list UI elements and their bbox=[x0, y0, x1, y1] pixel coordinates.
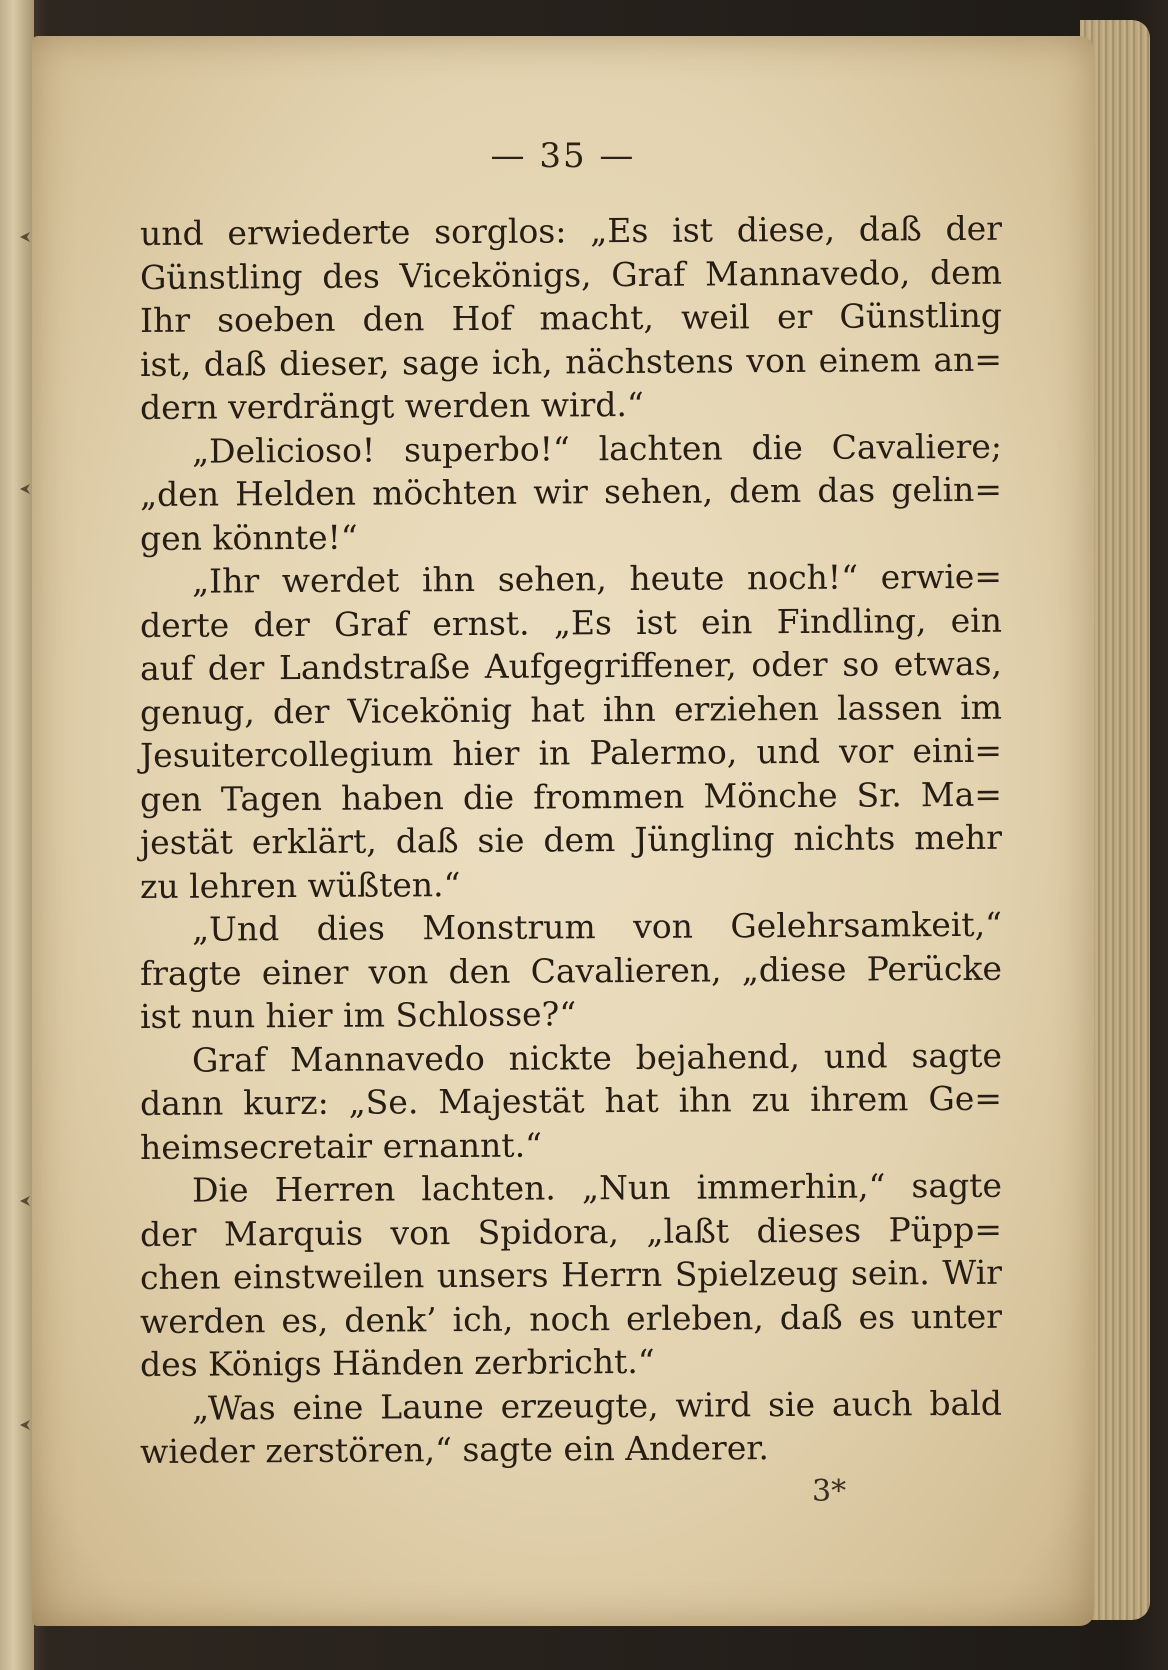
text-line: fragte einer von den Cavalieren, „diese Perücke bbox=[139, 948, 1003, 993]
text-line: „Und dies Monstrum von Gelehrsamkeit,“ bbox=[191, 904, 1003, 949]
text-line: ist nun hier im Schlosse?“ bbox=[139, 994, 577, 1036]
text-line: gen könnte!“ bbox=[139, 517, 358, 558]
text-line: ist, daß dieser, sage ich, nächstens von einem an= bbox=[139, 339, 1003, 384]
left-page-edge bbox=[0, 0, 34, 1670]
page-number: — 35 — bbox=[490, 136, 636, 176]
text-line: gen Tagen haben die frommen Mönche Sr. Ma= bbox=[139, 774, 1003, 819]
text-line: dern verdrängt werden wird.“ bbox=[139, 384, 644, 427]
book-page bbox=[32, 36, 1094, 1626]
text-line: heimsecretair ernannt.“ bbox=[139, 1125, 543, 1167]
text-line: „den Helden möchten wir sehen, dem das gelin= bbox=[139, 469, 1003, 514]
text-line: werden es, denk’ ich, noch erleben, daß es unter bbox=[139, 1296, 1003, 1341]
text-line: zu lehren wüßten.“ bbox=[139, 864, 461, 906]
text-line: „Ihr werdet ihn sehen, heute noch!“ erwie= bbox=[191, 556, 1003, 601]
text-line: und erwiederte sorglos: „Es ist diese, daß der bbox=[139, 208, 1003, 253]
text-line: Jesuitercollegium hier in Palermo, und vor eini= bbox=[139, 730, 1003, 775]
text-line: der Marquis von Spidora, „laßt dieses Püpp= bbox=[139, 1209, 1003, 1254]
text-line: dann kurz: „Se. Majestät hat ihn zu ihrem Ge= bbox=[139, 1078, 1003, 1123]
text-line: des Königs Händen zerbricht.“ bbox=[139, 1341, 655, 1384]
text-line: jestät erklärt, daß sie dem Jüngling nichts mehr bbox=[139, 817, 1003, 862]
text-line: wieder zerstören,“ sagte ein Anderer. bbox=[139, 1428, 770, 1471]
text-line: chen einstweilen unsers Herrn Spielzeug sein. Wir bbox=[139, 1252, 1003, 1297]
text-line: „Delicioso! superbo!“ lachten die Cavaliere; bbox=[191, 426, 1003, 471]
text-line: Günstling des Vicekönigs, Graf Mannavedo, dem bbox=[139, 252, 1003, 297]
text-line: auf der Landstraße Aufgegriffener, oder so etwas, bbox=[139, 643, 1003, 688]
text-line: genug, der Vicekönig hat ihn erziehen lassen im bbox=[139, 687, 1003, 732]
body-text bbox=[139, 208, 1003, 1474]
text-line: Die Herren lachten. „Nun immerhin,“ sagte bbox=[191, 1165, 1003, 1210]
text-line: „Was eine Laune erzeugte, wird sie auch bald bbox=[191, 1383, 1003, 1428]
text-line: Ihr soeben den Hof macht, weil er Günstling bbox=[139, 295, 1003, 340]
text-line: derte der Graf ernst. „Es ist ein Findling, ein bbox=[139, 600, 1003, 645]
text-line: Graf Mannavedo nickte bejahend, und sagte bbox=[191, 1035, 1003, 1080]
signature-mark: 3* bbox=[812, 1474, 847, 1509]
